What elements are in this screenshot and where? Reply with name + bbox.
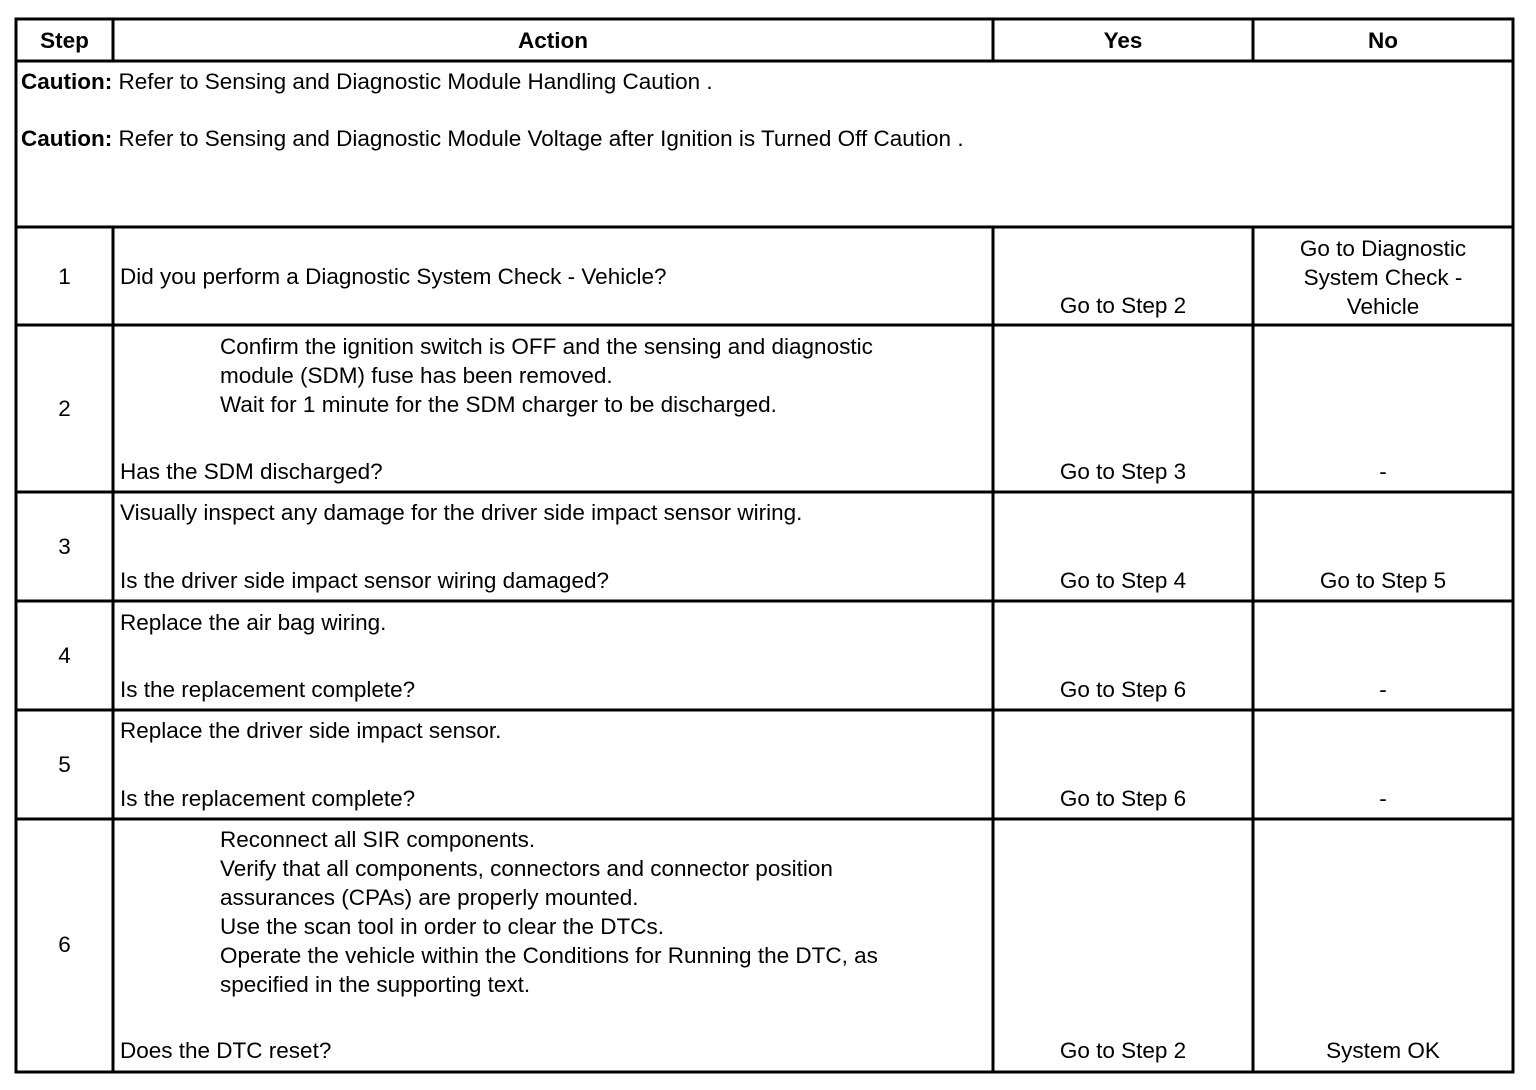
yes-cell: Go to Step 2 — [1059, 1038, 1187, 1063]
caution-text: Refer to Sensing and Diagnostic Module Voltage after Ignition is Turned Off Caution . — [112, 126, 964, 151]
yes-cell: Go to Step 2 — [1059, 293, 1187, 318]
action-question: Has the SDM discharged? — [120, 459, 383, 484]
step-number: 5 — [58, 752, 71, 777]
caution-1 — [21, 67, 713, 96]
step-number: 4 — [58, 643, 71, 668]
no-cell: Go to Diagnostic System Check - Vehicle — [1299, 236, 1467, 319]
yes-cell: Go to Step 3 — [1059, 459, 1187, 484]
action-instructions: Reconnect all SIR components. Verify that all components, connectors and connector position assurances (CPAs) are properly mounted. Use the scan tool in order to clear the DTCs. Operate the vehicle within the Conditions for Running the DTC, as specified in the supporting text. — [220, 827, 878, 997]
no-cell: - — [1379, 677, 1387, 702]
no-cell: - — [1379, 459, 1387, 484]
caution-2 — [21, 124, 964, 153]
yes-cell: Go to Step 6 — [1059, 677, 1187, 702]
step-number: 2 — [58, 396, 71, 421]
header-step: Step — [40, 28, 89, 53]
action-instructions: Replace the air bag wiring. — [120, 610, 387, 635]
action-question: Did you perform a Diagnostic System Check - Vehicle? — [120, 264, 667, 289]
step-number: 3 — [58, 534, 71, 559]
action-instructions: Confirm the ignition switch is OFF and the sensing and diagnostic module (SDM) fuse has been removed. Wait for 1 minute for the SDM charger to be discharged. — [220, 334, 873, 417]
action-question: Is the replacement complete? — [120, 786, 416, 811]
yes-cell: Go to Step 6 — [1059, 786, 1187, 811]
action-question: Is the replacement complete? — [120, 677, 416, 702]
action-question: Is the driver side impact sensor wiring damaged? — [120, 568, 609, 593]
no-cell: Go to Step 5 — [1319, 568, 1447, 593]
yes-cell: Go to Step 4 — [1059, 568, 1187, 593]
header-yes: Yes — [1103, 28, 1143, 53]
no-cell: - — [1379, 786, 1387, 811]
action-instructions: Replace the driver side impact sensor. — [120, 718, 502, 743]
no-cell: System OK — [1326, 1038, 1440, 1063]
caution-label: Caution: — [21, 69, 113, 94]
action-instructions: Visually inspect any damage for the driver side impact sensor wiring. — [120, 500, 803, 525]
caution-text: Refer to Sensing and Diagnostic Module Handling Caution . — [112, 69, 713, 94]
step-number: 1 — [58, 264, 71, 289]
action-question: Does the DTC reset? — [120, 1038, 332, 1063]
header-action: Action — [518, 28, 588, 53]
header-no: No — [1368, 28, 1398, 53]
caution-label: Caution: — [21, 126, 113, 151]
step-number: 6 — [58, 932, 71, 957]
